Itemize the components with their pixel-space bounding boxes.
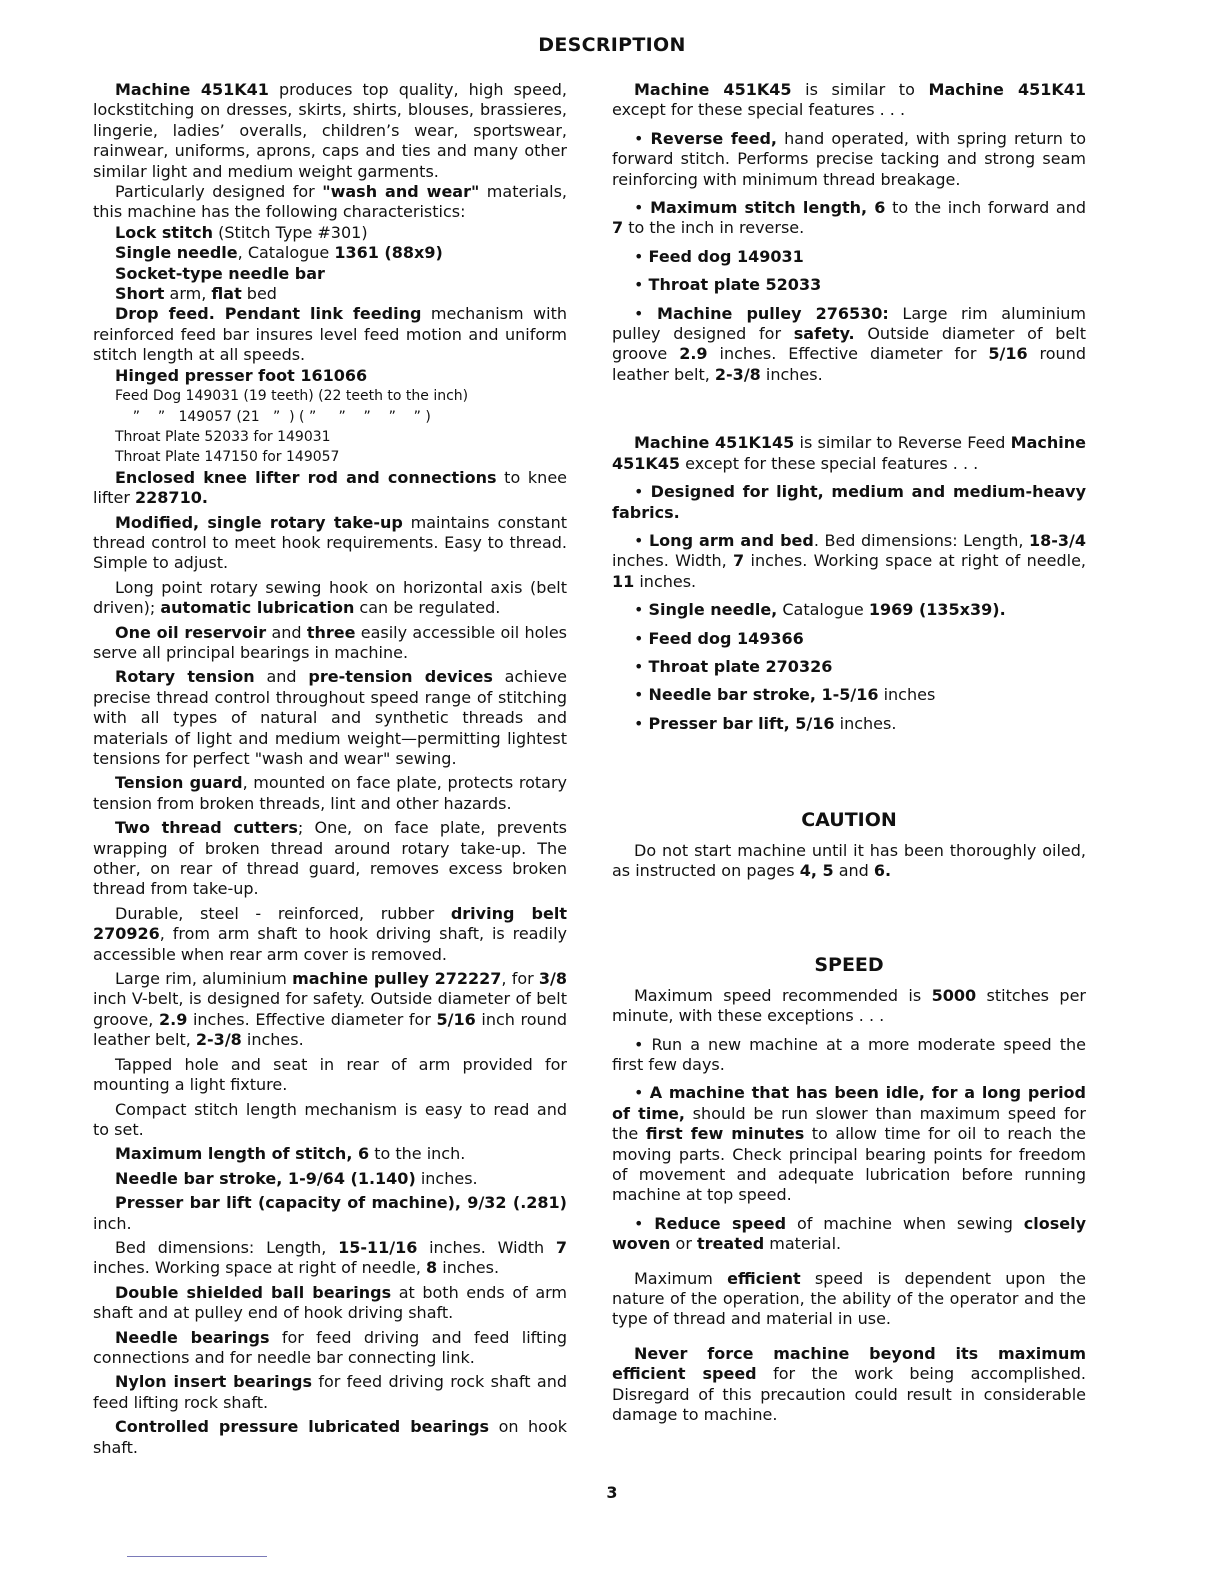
feed-dog-line-2: ” ” 149057 (21 ” ) ( ” ” ” ” ” ) (115, 408, 431, 425)
speed-efficient: Maximum efficient speed is dependent upon the nature of the operation, the ability of the operator and the type of thread and material in use. (612, 1268, 1086, 1329)
spec-needle-bar-stroke: Needle bar stroke, 1-9/64 (1.140) inches. (115, 1168, 478, 1188)
feature-drop-feed: Drop feed. Pendant link feeding mechanism with reinforced feed bar insures level feed motion and uniform stitch length at all speeds. (93, 304, 568, 365)
machine-451k45-intro: Machine 451K45 is similar to Machine 451K41 except for these special features . . . (612, 80, 1087, 120)
page-title: DESCRIPTION (538, 34, 686, 56)
speed-reduce: • Reduce speed of machine when sewing closely woven or treated material. (612, 1214, 1086, 1255)
feature-arm-bed: Short arm, flat bed (115, 284, 277, 304)
feature-needle-bar: Socket-type needle bar (115, 263, 325, 283)
right-column (612, 80, 1086, 1426)
feature-lock-stitch: Lock stitch (Stitch Type #301) (115, 222, 368, 242)
machine-451k145-fabrics: • Designed for light, medium and medium-heavy fabrics. (612, 482, 1086, 523)
feature-presser-foot: Hinged presser foot 161066 (115, 365, 368, 385)
feature-driving-belt: Durable, steel - reinforced, rubber driving belt 270926, from arm shaft to hook driving shaft, is readily accessible when rear arm cover is removed. (93, 903, 567, 964)
feature-nylon-bearings: Nylon insert bearings for feed driving rock shaft and feed lifting rock shaft. (93, 1372, 567, 1412)
spec-bed-dimensions: Bed dimensions: Length, 15-11/16 inches. Width 7 inches. Working space at right of needle, 8 inches. (93, 1237, 567, 1278)
feature-single-needle: Single needle, Catalogue 1361 (88x9) (115, 243, 443, 263)
feature-tension-guard: Tension guard, mounted on face plate, protects rotary tension from broken threads, lint and other hazards. (93, 773, 568, 813)
feature-knee-lifter: Enclosed knee lifter rod and connections to knee lifter 228710. (93, 467, 567, 508)
feature-ball-bearings: Double shielded ball bearings at both ends of arm shaft and at pulley end of hook driving shaft. (93, 1282, 568, 1323)
throat-plate-line-1: Throat Plate 52033 for 149031 (115, 428, 331, 445)
machine-451k145-needle-bar-stroke: • Needle bar stroke, 1-5/16 inches (612, 685, 1086, 705)
caution-text: Do not start machine until it has been thoroughly oiled, as instructed on pages 4, 5 and 6. (612, 840, 1086, 880)
machine-451k45-stitch-length: • Maximum stitch length, 6 to the inch forward and 7 to the inch in reverse. (612, 198, 1086, 239)
machine-451k45-feed-dog: • Feed dog 149031 (612, 247, 1086, 267)
machine-451k145-long-arm: • Long arm and bed. Bed dimensions: Length, 18-3/4 inches. Width, 7 inches. Working space at right of needle, 11 inches. (612, 531, 1086, 592)
speed-never-force: Never force machine beyond its maximum efficient speed for the work being accomplished. Disregard of this precaution could result in considerable damage to machine. (612, 1343, 1086, 1425)
left-column (93, 80, 567, 1458)
feature-stitch-length-mechanism: Compact stitch length mechanism is easy to read and to set. (93, 1099, 567, 1139)
machine-451k145-feed-dog: • Feed dog 149366 (612, 629, 1086, 649)
spec-presser-bar-lift: Presser bar lift (capacity of machine), 9/32 (.281) inch. (93, 1193, 567, 1233)
machine-451k145-needle: • Single needle, Catalogue 1969 (135x39). (612, 600, 1086, 620)
page-number: 3 (606, 1483, 618, 1502)
feature-light-fixture: Tapped hole and seat in rear of arm provided for mounting a light fixture. (93, 1054, 567, 1095)
machine-451k145-throat-plate: • Throat plate 270326 (612, 657, 1086, 677)
spec-max-stitch-length: Maximum length of stitch, 6 to the inch. (115, 1144, 466, 1164)
machine-451k45-pulley: • Machine pulley 276530: Large rim aluminium pulley designed for safety. Outside diameter of belt groove 2.9 inches. Effective diameter for 5/16 round leather belt, 2-3/8 inches. (612, 304, 1086, 386)
feature-take-up: Modified, single rotary take-up maintains constant thread control to meet hook requirements. Easy to thread. Simple to adjust. (93, 512, 567, 573)
wash-and-wear-paragraph: Particularly designed for "wash and wear" materials, this machine has the following characteristics: (93, 182, 567, 222)
speed-max-recommended: Maximum speed recommended is 5000 stitches per minute, with these exceptions . . . (612, 985, 1087, 1026)
feature-needle-bearings: Needle bearings for feed driving and feed lifting connections and for needle bar connecting link. (93, 1327, 568, 1367)
machine-451k145-presser-bar-lift: • Presser bar lift, 5/16 inches. (612, 714, 1086, 734)
machine-451k45-reverse-feed: • Reverse feed, hand operated, with spring return to forward stitch. Performs precise tacking and strong seam reinforcing with minimum thread breakage. (612, 129, 1086, 190)
footer-rule (127, 1556, 267, 1557)
feature-thread-cutters: Two thread cutters; One, on face plate, prevents wrapping of broken thread around rotary take-up. The other, on rear of thread guard, removes excess broken thread from take-up. (93, 818, 567, 899)
feature-hook: Long point rotary sewing hook on horizontal axis (belt driven); automatic lubrication can be regulated. (93, 577, 567, 618)
feed-dog-line-1: Feed Dog 149031 (19 teeth) (22 teeth to the inch) (115, 388, 469, 405)
feature-machine-pulley: Large rim, aluminium machine pulley 272227, for 3/8 inch V-belt, is designed for safety. Outside diameter of belt groove, 2.9 inches. Effective diameter for 5/16 inch round leather belt, 2-3/8 inches. (93, 969, 568, 1050)
speed-heading: SPEED (814, 954, 884, 977)
caution-heading: CAUTION (801, 809, 897, 832)
feature-rotary-tension: Rotary tension and pre-tension devices achieve precise thread control throughout speed range of stitching with all types of natural and synthetic threads and materials of light and medium weight—permitting lightest tensions for perfect "wash and wear" sewing. (93, 667, 568, 768)
speed-new-machine: • Run a new machine at a more moderate speed the first few days. (612, 1035, 1086, 1076)
machine-451k45-throat-plate: • Throat plate 52033 (612, 275, 1086, 295)
feature-lubricated-bearings: Controlled pressure lubricated bearings on hook shaft. (93, 1417, 567, 1457)
feature-oil-reservoir: One oil reservoir and three easily accessible oil holes serve all principal bearings in machine. (93, 622, 567, 662)
machine-451k145-intro: Machine 451K145 is similar to Reverse Feed Machine 451K45 except for these special features . . . (612, 433, 1086, 473)
intro-paragraph: Machine 451K41 produces top quality, high speed, lockstitching on dresses, skirts, shirts, blouses, brassieres, lingerie, ladies’ overalls, children’s wear, sportswear, rainwear, uniforms, aprons, caps and ties and many other similar light and medium weight garments. (93, 80, 568, 181)
speed-idle-machine: • A machine that has been idle, for a long period of time, should be run slower than maximum speed for the first few minutes to allow time for oil to reach the moving parts. Check principal bearing points for freedom of movement and adequate lubrication before running machine at top speed. (612, 1083, 1086, 1205)
throat-plate-line-2: Throat Plate 147150 for 149057 (115, 449, 340, 466)
